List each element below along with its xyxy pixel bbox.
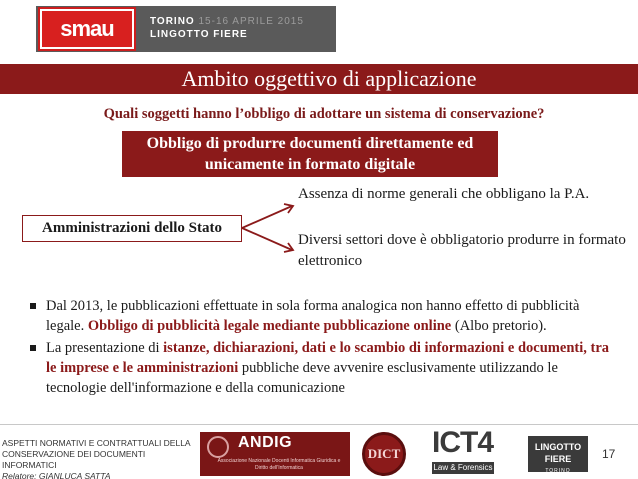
course-line-1: ASPETTI NORMATIVI E CONTRATTUALI DELLA bbox=[2, 438, 191, 448]
lingotto-city: TORINO bbox=[545, 468, 571, 474]
event-info bbox=[150, 16, 304, 27]
bullet-1-text: Dal 2013, le pubblicazioni effettuate in sola forma analogica non hanno effetto di pubblicità legale. bbox=[46, 298, 580, 334]
branch-arrows bbox=[240, 200, 300, 256]
bullet-item-submissions bbox=[30, 338, 620, 398]
bullet-square-icon bbox=[30, 303, 36, 309]
lingotto-logo bbox=[528, 436, 588, 472]
obligation-line-2: unicamente in formato digitale bbox=[204, 156, 416, 173]
event-city: TORINO bbox=[150, 16, 195, 27]
andig-name: ANDIG bbox=[238, 434, 293, 451]
andig-subtitle: Associazione Nazionale Docenti Informatica Giuridica e Diritto dell'Informatica bbox=[217, 458, 341, 471]
lingotto-name: LINGOTTO FIERE bbox=[534, 442, 582, 464]
obligation-line-1: Obbligo di produrre documenti direttamente ed bbox=[146, 135, 474, 152]
bullet-list bbox=[30, 296, 620, 400]
course-line-2: CONSERVAZIONE DEI DOCUMENTI INFORMATICI bbox=[2, 449, 146, 470]
andig-emblem-icon bbox=[207, 436, 229, 458]
bullet-square-icon bbox=[30, 345, 36, 351]
bullet-2-tail: pubbliche deve avvenire esclusivamente utilizzando le tecnologie dell'informazione e della comunicazione bbox=[46, 360, 558, 396]
dict-logo: DICT bbox=[362, 432, 406, 476]
ict4-logo bbox=[432, 428, 524, 474]
footer-divider bbox=[0, 424, 638, 425]
bullet-item-publicity bbox=[30, 296, 620, 336]
footer-course-info bbox=[2, 438, 202, 479]
bullet-2-emphasis: istanze, dichiarazioni, dati e lo scambio di informazioni e documenti, tra le imprese e le amministrazioni bbox=[46, 340, 610, 376]
ict4-name: ICT4 bbox=[432, 426, 494, 459]
arrow-up bbox=[242, 206, 292, 228]
smau-logo: smau bbox=[40, 9, 134, 49]
slide-title: Ambito oggettivo di applicazione bbox=[0, 64, 638, 94]
speaker: Relatore: GIANLUCA SATTA bbox=[2, 471, 111, 479]
bullet-1-tail: (Albo pretorio). bbox=[451, 318, 547, 334]
branch-no-general-rules: Assenza di norme generali che obbligano la P.A. bbox=[298, 186, 590, 202]
question: Quali soggetti hanno l’obbligo di adottare un sistema di conservazione? bbox=[103, 106, 545, 122]
arrow-down bbox=[242, 228, 292, 250]
page-number: 17 bbox=[602, 447, 616, 461]
event-venue: LINGOTTO FIERE bbox=[150, 29, 248, 40]
ict4-subtitle: Law & Forensics bbox=[433, 463, 493, 472]
event-dates: 15-16 APRILE 2015 bbox=[198, 16, 304, 27]
bullet-2-text: La presentazione di bbox=[46, 340, 164, 356]
branch-electronic-sectors: Diversi settori dove è obbligatorio produrre in formato elettronico bbox=[298, 232, 626, 269]
obligation-box bbox=[122, 131, 498, 177]
subject-box: Amministrazioni dello Stato bbox=[22, 215, 242, 242]
bullet-1-emphasis: Obbligo di pubblicità legale mediante pubblicazione online bbox=[87, 318, 452, 334]
